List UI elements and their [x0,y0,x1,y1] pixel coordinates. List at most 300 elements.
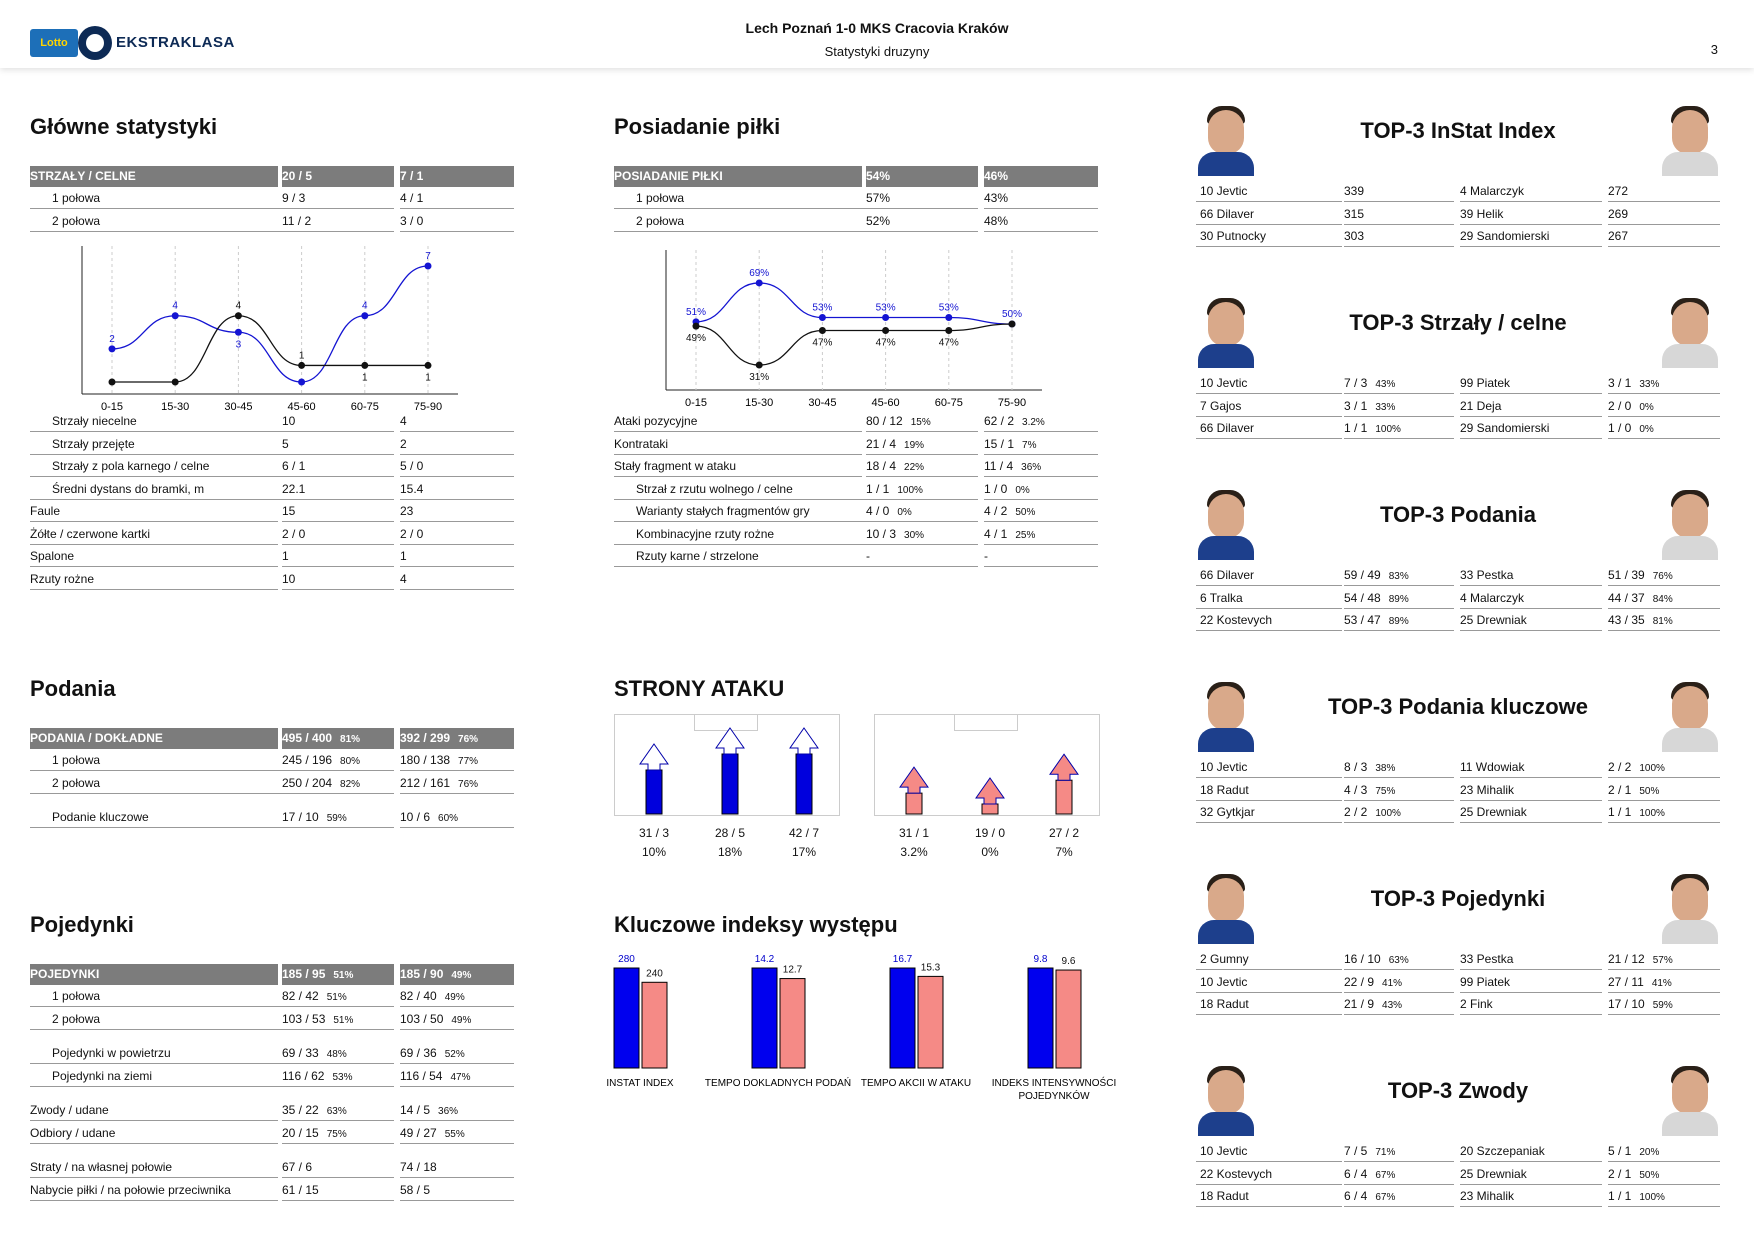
header-label [30,964,278,985]
attack-percent: 7% [1055,845,1073,859]
category-label [861,1078,971,1089]
row-home [282,480,394,500]
cell-value: 23 [400,504,414,518]
away-player [1460,374,1602,394]
cell-value: 1 / 1 [1608,805,1632,819]
cell-value: 80 / 12 [866,414,903,428]
home-player [1196,1165,1342,1185]
passes-title: Podania [30,676,116,701]
cell-percent: 89% [1388,593,1409,605]
cell-value: Nabycie piłki / na połowie przeciwnika [30,1182,231,1197]
cell-percent: 50% [1639,1169,1660,1181]
away-value [1608,397,1720,417]
cell-value: 22 Kostevych [1200,613,1273,627]
category-label-line: POJEDYNKÓW [1018,1091,1090,1102]
body [1662,536,1718,560]
header-label [30,728,278,749]
header-home [282,166,394,187]
cell-value: 245 / 196 [282,753,333,767]
row-home [866,435,978,455]
away-player [1460,758,1602,778]
attack-count: 31 / 1 [898,826,930,840]
row-label [30,1124,278,1144]
cell-percent: 100% [1375,424,1401,435]
row-label [614,457,862,477]
cell-value: 15 / 1 [984,436,1015,451]
data-point [756,362,763,369]
data-label: 7 [425,251,431,262]
cell-value: 7 / 1 [400,169,424,183]
key-indexes-chart [600,950,1120,1130]
cell-value: 29 Sandomierski [1460,421,1550,435]
away-player [1460,950,1602,970]
body [1198,728,1254,752]
cell-value: 8 / 3 [1344,760,1368,774]
row-away [984,457,1098,477]
row-label [30,774,300,794]
row-home [282,525,394,545]
cell-value: 185 / 90 [400,967,444,981]
away-player [1460,1142,1602,1162]
data-label: 47% [938,337,959,349]
home-value [1344,950,1454,970]
away-value [1608,566,1720,586]
possession-title: Posiadanie piłki [614,114,781,139]
cell-value: 44 / 37 [1608,590,1645,605]
cell-value: 27 / 11 [1608,974,1644,989]
data-point [109,379,116,386]
cell-value: 7 Gajos [1200,398,1242,413]
cell-value: 1 [282,549,289,563]
data-label: 53% [875,302,896,314]
data-label: 47% [875,337,896,349]
cell-value: 20 / 15 [282,1125,319,1140]
away-player [1460,419,1602,439]
bar-label: 9.8 [1033,954,1048,965]
home-value [1344,1165,1454,1185]
data-point [945,314,952,321]
cell-percent: 77% [458,756,479,767]
cell-percent: 22% [904,462,925,473]
cell-value: 18 / 4 [866,459,897,473]
away-value [1608,611,1720,631]
cell-value: 18 Radut [1200,1189,1249,1203]
data-point [693,323,700,330]
away-value [1608,182,1720,202]
bar [1056,970,1081,1068]
attack-arrow-icon [634,724,674,814]
series-line [112,316,428,382]
away-player [1460,589,1602,609]
row-home [866,212,978,232]
cell-value: 6 / 4 [1344,1189,1368,1203]
home-value [1344,611,1454,631]
row-away [984,412,1098,432]
category-label-line: INDEKS INTENSYWNOŚCI [991,1078,1117,1089]
bar [752,968,777,1068]
row-away [400,502,514,522]
row-label [614,480,884,500]
row-away [400,987,514,1007]
cell-percent: 43% [1375,379,1396,390]
away-value [1608,1165,1720,1185]
cell-percent: 50% [1639,785,1660,797]
away-player [1460,973,1602,993]
cell-value: 7 / 5 [1344,1144,1368,1158]
bar [642,982,667,1068]
attack-percent: 10% [641,845,667,859]
cell-percent: 19% [904,439,925,451]
body [1198,344,1254,368]
data-label: 1 [425,372,431,384]
cell-percent: 100% [1639,763,1665,774]
cell-value: 2 / 2 [1344,805,1368,819]
away-player [1460,182,1602,202]
row-home [282,570,394,590]
attack-arrowhead [976,778,1004,804]
cell-value: 2 / 0 [1608,398,1632,413]
cell-value: 57% [866,191,891,205]
cell-value: Kontrataki [614,436,669,451]
cell-value: 2 / 0 [400,526,424,541]
attack-bar [982,804,998,814]
data-label: 50% [1001,309,1023,320]
cell-value: 4 [400,414,407,428]
row-label [30,480,300,500]
page-subtitle: Statystyki druzyny [824,44,930,59]
attack-arrow-icon [710,724,750,814]
data-label: 4 [235,300,242,312]
cell-value: 10 / 3 [866,526,897,541]
attack-arrowhead [900,767,928,793]
cell-value: 43% [984,191,1009,205]
cell-value: 4 Malarczyk [1460,184,1525,198]
bar-label: 280 [618,954,635,965]
away-player [1460,803,1602,823]
cell-value: - [866,549,870,563]
cell-value: 4 / 2 [984,504,1008,518]
cell-value: 21 Deja [1460,398,1502,413]
cell-value: 339 [1344,184,1365,198]
attack-arrow-icon [784,724,824,814]
cell-value: 495 / 400 [282,731,333,745]
cell-value: 2 / 0 [282,526,306,541]
cell-value: Strzały z pola karnego / celne [52,459,210,473]
cell-percent: 60% [438,813,459,824]
series-line [696,283,1012,324]
row-home [282,502,394,522]
cell-value: Pojedynki w powietrzu [52,1046,171,1060]
cell-value: 250 / 204 [282,775,333,790]
home-player [1196,205,1342,225]
cell-percent: 20% [1639,1147,1660,1158]
home-value [1344,205,1454,225]
bar [918,976,943,1068]
attack-count: 31 / 3 [638,826,670,840]
row-away [400,1010,514,1030]
cell-value: Straty / na własnej połowie [30,1160,173,1174]
top3-panel [1196,680,1720,840]
cell-value: 10 [282,414,296,428]
home-player [1196,589,1342,609]
row-home [866,547,978,567]
cell-value: 5 / 1 [1608,1144,1632,1158]
top3-panel [1196,488,1720,648]
row-away [400,774,514,794]
data-point [361,312,368,319]
cell-value: 3 / 1 [1344,398,1368,413]
row-label [614,435,862,455]
cell-value: Rzuty rożne [30,571,95,586]
row-home [866,525,978,545]
cell-percent: 15% [910,417,931,428]
row-home [282,547,394,567]
possession-chart [614,248,1084,409]
cell-percent: 47% [450,1071,471,1083]
data-point [1009,321,1016,328]
data-point [235,329,242,336]
cell-value: 1 / 1 [1608,1189,1632,1203]
x-tick-label: 30-45 [808,397,837,409]
cell-percent: 25% [1015,529,1036,541]
cell-value: 69 / 36 [400,1046,437,1060]
home-value [1344,758,1454,778]
row-label [30,412,300,432]
cell-value: Podanie kluczowe [52,810,149,824]
cell-percent: 76% [458,734,479,745]
bar [780,979,805,1068]
attack-bar [906,793,922,814]
home-player [1196,611,1342,631]
cell-percent: 49% [444,992,465,1003]
home-value [1344,182,1454,202]
attack-percent: 0% [981,845,999,859]
category-label-line: TEMPO DOKLADNYCH PODAŃ [704,1078,852,1089]
row-away [400,808,514,828]
row-home [282,212,394,232]
cell-percent: 67% [1375,1192,1396,1203]
cell-value: 10 Jevtic [1200,376,1248,390]
cell-percent: 33% [1375,401,1396,413]
cell-value: 272 [1608,184,1629,198]
cell-percent: 76% [1652,571,1673,582]
x-tick-label: 30-45 [224,401,253,413]
away-player [1460,995,1602,1015]
top3-panel [1196,104,1720,264]
cell-percent: 41% [1382,977,1403,989]
row-label [30,457,300,477]
home-player [1196,419,1342,439]
header-away [400,964,514,985]
row-label [30,435,300,455]
row-away [400,212,514,232]
bar-label: 16.7 [892,954,913,965]
cell-percent: 51% [326,992,347,1003]
row-label [30,751,300,771]
cell-value: 43 / 35 [1608,613,1645,627]
row-away [400,1101,514,1121]
data-point [819,314,826,321]
body [1662,152,1718,176]
cell-value: 30 Putnocky [1200,229,1267,243]
row-away [400,480,514,500]
bar-label: 15.3 [920,962,941,974]
cell-value: 25 Drewniak [1460,1166,1527,1181]
main-stats-title: Główne statystyki [30,114,218,139]
row-label [614,412,862,432]
row-label [30,189,300,209]
row-away [984,435,1098,455]
data-point [756,279,763,286]
cell-value: 15 [282,504,296,518]
cell-value: 99 Piatek [1460,376,1511,390]
cell-percent: 100% [897,484,923,496]
row-home [866,502,978,522]
row-label [614,189,884,209]
x-tick-label: 15-30 [745,397,774,409]
top3-title: TOP-3 Zwody [1387,1078,1529,1103]
data-point [425,263,432,270]
home-player [1196,397,1342,417]
cell-percent: 3.2% [1022,417,1045,428]
attack-percent: 18% [717,845,743,859]
cell-value: 1 połowa [52,989,101,1003]
row-label [30,1158,278,1178]
away-value [1608,419,1720,439]
cell-value: 66 Dilaver [1200,568,1255,582]
row-label [30,570,278,590]
duels-title: Pojedynki [30,912,134,937]
cell-value: 66 Dilaver [1200,206,1255,221]
cell-percent: 81% [340,734,361,745]
top3-panel [1196,296,1720,456]
home-value [1344,566,1454,586]
attack-bar [796,754,812,814]
cell-percent: 82% [340,778,361,790]
x-tick-label: 75-90 [413,401,443,413]
home-value [1344,1187,1454,1207]
cell-value: 53 / 47 [1344,613,1381,627]
cell-value: 82 / 42 [282,989,319,1003]
cell-value: 25 Drewniak [1460,613,1527,627]
cell-percent: 100% [1639,1192,1665,1203]
x-tick-label: 0-15 [100,401,124,413]
cell-value: 10 / 6 [400,810,431,824]
cell-value: 1 / 0 [1608,421,1632,435]
logo-text: EKSTRAKLASA [116,34,235,51]
cell-value: 62 / 2 [984,414,1015,428]
away-value [1608,205,1720,225]
cell-value: 6 / 4 [1344,1166,1368,1181]
away-value [1608,781,1720,801]
header-home [282,964,394,985]
x-tick-label: 60-75 [934,397,963,409]
away-value [1608,803,1720,823]
attack-sides-away [874,714,1098,864]
cell-value: 180 / 138 [400,753,451,767]
row-label [30,547,278,567]
data-point [819,327,826,334]
row-home [282,457,394,477]
row-home [282,1044,394,1064]
cell-value: 2 połowa [52,775,101,790]
category-label-line: TEMPO AKCII W ATAKU [860,1078,972,1089]
key-indexes-title: Kluczowe indeksy występu [614,912,898,937]
cell-value: 269 [1608,206,1629,221]
cell-percent: 7% [1022,439,1037,451]
cell-value: 3 / 0 [400,213,424,228]
cell-percent: 50% [1015,507,1036,518]
cell-percent: 59% [1652,1000,1673,1011]
cell-value: 22 / 9 [1344,974,1375,989]
cell-value: 212 / 161 [400,775,451,790]
cell-value: 99 Piatek [1460,974,1511,989]
cell-value: Kombinacyjne rzuty rożne [636,526,775,541]
row-home [866,480,978,500]
cell-percent: 0% [1015,484,1030,496]
cell-percent: 36% [438,1106,459,1117]
cell-value: 59 / 49 [1344,568,1381,582]
row-home [282,1101,394,1121]
row-away [400,1181,514,1201]
cell-value: 5 [282,436,289,451]
attack-bar [646,770,662,814]
category-label [606,1078,674,1089]
x-tick-label: 45-60 [287,401,316,413]
attack-count: 42 / 7 [788,826,820,840]
cell-percent: 76% [458,778,479,790]
row-away [984,189,1098,209]
cell-value: Strzały niecelne [52,414,137,428]
cell-percent: 0% [897,507,912,518]
home-player [1196,1187,1342,1207]
cell-value: Stały fragment w ataku [614,459,737,473]
cell-percent: 59% [326,813,347,824]
data-label: 3 [235,339,242,351]
away-player [1460,781,1602,801]
row-label [30,1181,278,1201]
cell-value: 6 / 1 [282,459,306,473]
series-line [112,266,428,382]
cell-percent: 36% [1021,462,1042,473]
cell-value: Rzuty karne / strzelone [636,549,759,563]
row-away [400,435,514,455]
cell-value: 32 Gytkjar [1200,805,1255,819]
cell-value: 1 / 1 [866,481,890,496]
data-point [425,362,432,369]
row-away [400,1124,514,1144]
data-label: 53% [812,302,833,314]
home-player [1196,566,1342,586]
cell-value: 11 / 2 [282,213,312,228]
header-away [400,728,514,749]
cell-value: 2 [400,436,407,451]
cell-value: 9 / 3 [282,191,306,205]
cell-value: 49 / 27 [400,1125,437,1140]
cell-percent: 63% [326,1106,347,1117]
away-player [1460,205,1602,225]
home-value [1344,374,1454,394]
data-point [235,312,242,319]
x-tick-label: 15-30 [161,401,190,413]
cell-value: 4 / 1 [984,526,1008,541]
data-label: 1 [298,350,305,362]
home-value [1344,419,1454,439]
cell-value: Ataki pozycyjne [614,414,698,428]
bar [614,968,639,1068]
header-label [614,166,862,187]
x-tick-label: 60-75 [350,401,379,413]
